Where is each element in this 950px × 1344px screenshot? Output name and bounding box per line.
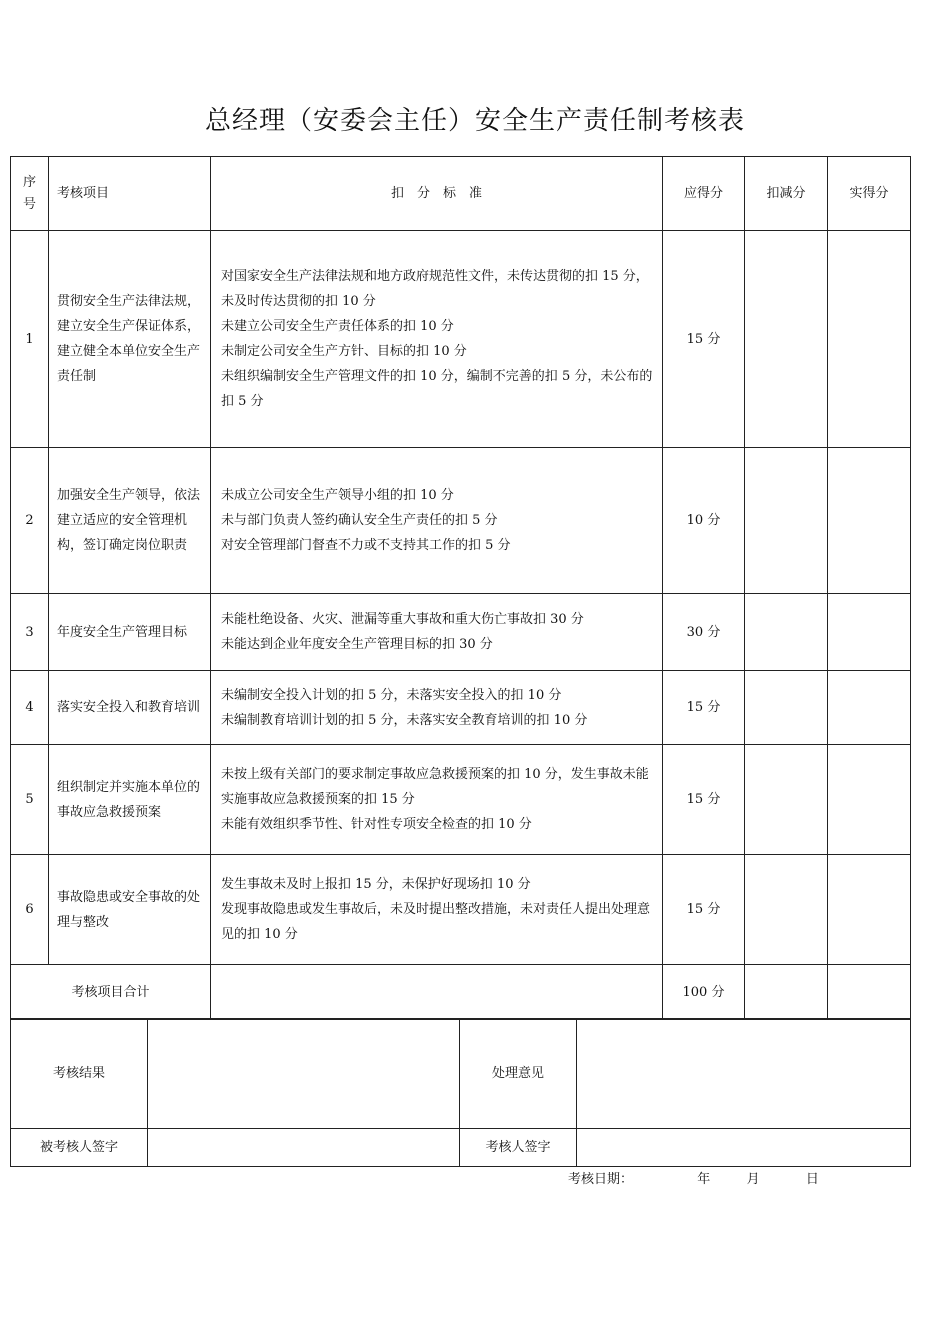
result-row (11, 1019, 911, 1129)
result-field[interactable] (148, 1019, 460, 1129)
row-actual[interactable] (828, 745, 911, 855)
criteria-line: 未按上级有关部门的要求制定事故应急救援预案的扣 10 分，发生事故未能实施事故应急救援预案的扣 15 分 (221, 767, 649, 807)
row-item: 组织制定并实施本单位的事故应急救援预案 (49, 745, 211, 855)
row-item: 年度安全生产管理目标 (49, 594, 211, 671)
row-actual[interactable] (828, 594, 911, 671)
row-due: 15 分 (663, 855, 745, 965)
criteria-line: 未编制教育培训计划的扣 5 分，未落实安全教育培训的扣 10 分 (221, 712, 588, 728)
row-criteria (211, 594, 663, 671)
row-actual[interactable] (828, 671, 911, 745)
criteria-line: 未能达到企业年度安全生产管理目标的扣 30 分 (221, 637, 493, 652)
row-seq: 1 (11, 231, 49, 448)
row-due: 30 分 (663, 594, 745, 671)
date-label: 考核日期： (568, 1172, 634, 1187)
opinion-label: 处理意见 (460, 1019, 577, 1129)
row-criteria (211, 448, 663, 594)
row-deduct[interactable] (745, 448, 828, 594)
assessment-date (568, 1170, 819, 1190)
row-due: 15 分 (663, 745, 745, 855)
opinion-field[interactable] (577, 1019, 911, 1129)
row-actual[interactable] (828, 448, 911, 594)
criteria-line: 对国家安全生产法律法规和地方政府规范性文件，未传达贯彻的扣 15 分，未及时传达贯彻的扣 10 分 (221, 269, 649, 309)
row-seq: 2 (11, 448, 49, 594)
row-actual[interactable] (828, 231, 911, 448)
criteria-line: 发现事故隐患或发生事故后，未及时提出整改措施，未对责任人提出处理意见的扣 10 分 (221, 902, 651, 942)
criteria-line: 未成立公司安全生产领导小组的扣 10 分 (221, 488, 454, 503)
result-table (10, 1018, 911, 1167)
criteria-line: 未能杜绝设备、火灾、泄漏等重大事故和重大伤亡事故扣 30 分 (221, 612, 584, 627)
row-seq: 6 (11, 855, 49, 965)
assessment-table (10, 156, 911, 1020)
table-row (11, 231, 911, 448)
table-row (11, 448, 911, 594)
row-due: 10 分 (663, 448, 745, 594)
row-seq: 5 (11, 745, 49, 855)
criteria-line: 未建立公司安全生产责任体系的扣 10 分 (221, 319, 454, 334)
date-month: 月 (746, 1172, 760, 1187)
header-item: 考核项目 (49, 157, 211, 231)
row-seq: 3 (11, 594, 49, 671)
row-deduct[interactable] (745, 594, 828, 671)
row-criteria (211, 745, 663, 855)
criteria-line: 发生事故未及时上报扣 15 分，未保护好现场扣 10 分 (221, 877, 531, 892)
row-due: 15 分 (663, 231, 745, 448)
assessee-sign-field[interactable] (148, 1129, 460, 1167)
row-deduct[interactable] (745, 671, 828, 745)
row-criteria (211, 855, 663, 965)
total-label: 考核项目合计 (11, 965, 211, 1020)
row-due: 15 分 (663, 671, 745, 745)
assessor-sign-field[interactable] (577, 1129, 911, 1167)
table-row (11, 671, 911, 745)
row-seq: 4 (11, 671, 49, 745)
row-item: 贯彻安全生产法律法规，建立安全生产保证体系，建立健全本单位安全生产责任制 (49, 231, 211, 448)
header-deduct: 扣减分 (745, 157, 828, 231)
total-criteria (211, 965, 663, 1020)
row-item: 落实安全投入和教育培训 (49, 671, 211, 745)
row-item: 加强安全生产领导，依法建立适应的安全管理机构，签订确定岗位职责 (49, 448, 211, 594)
table-row (11, 855, 911, 965)
table-header-row (11, 157, 911, 231)
assessor-sign-label: 考核人签字 (460, 1129, 577, 1167)
total-due: 100 分 (663, 965, 745, 1020)
header-actual: 实得分 (828, 157, 911, 231)
row-actual[interactable] (828, 855, 911, 965)
criteria-line: 未与部门负责人签约确认安全生产责任的扣 5 分 (221, 513, 498, 528)
date-day: 日 (805, 1172, 819, 1187)
criteria-line: 未组织编制安全生产管理文件的扣 10 分，编制不完善的扣 5 分，未公布的扣 5 分 (221, 369, 653, 409)
row-criteria (211, 671, 663, 745)
header-criteria: 扣 分 标 准 (211, 157, 663, 231)
table-row (11, 594, 911, 671)
criteria-line: 对安全管理部门督查不力或不支持其工作的扣 5 分 (221, 538, 511, 553)
page-title: 总经理（安委会主任）安全生产责任制考核表 (204, 106, 745, 136)
criteria-line: 未编制安全投入计划的扣 5 分，未落实安全投入的扣 10 分 (221, 687, 562, 703)
header-seq: 序号 (11, 157, 49, 231)
criteria-line: 未制定公司安全生产方针、目标的扣 10 分 (221, 344, 467, 359)
table-row (11, 745, 911, 855)
date-year: 年 (697, 1172, 711, 1187)
row-criteria (211, 231, 663, 448)
row-deduct[interactable] (745, 231, 828, 448)
total-row (11, 965, 911, 1020)
criteria-line: 未能有效组织季节性、针对性专项安全检查的扣 10 分 (221, 817, 532, 832)
header-due: 应得分 (663, 157, 745, 231)
row-deduct[interactable] (745, 745, 828, 855)
row-item: 事故隐患或安全事故的处理与整改 (49, 855, 211, 965)
total-actual[interactable] (828, 965, 911, 1020)
signature-row (11, 1129, 911, 1167)
row-deduct[interactable] (745, 855, 828, 965)
result-label: 考核结果 (11, 1019, 148, 1129)
assessee-sign-label: 被考核人签字 (11, 1129, 148, 1167)
total-deduct[interactable] (745, 965, 828, 1020)
